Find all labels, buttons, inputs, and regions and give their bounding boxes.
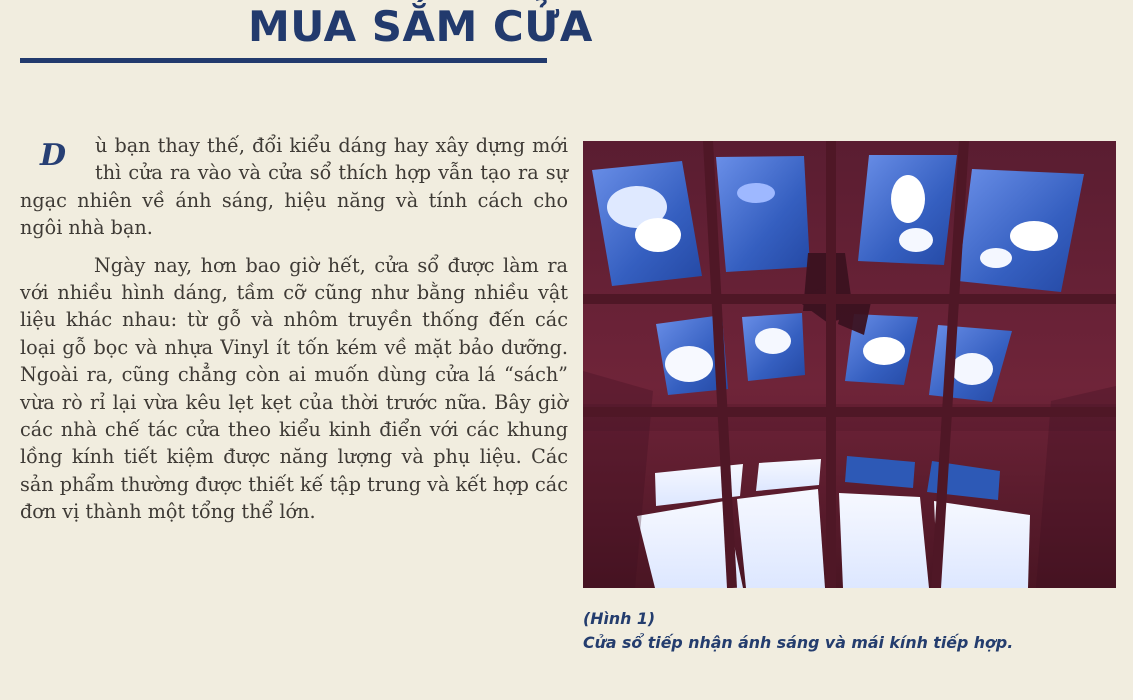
figure-label: (Hình 1): [583, 609, 656, 628]
article-paragraph-2: Ngày nay, hơn bao giờ hết, cửa sổ được làm ra với nhiều hình dáng, tầm cỡ cũng như bằng nhiều vật liệu khác nhau: từ gỗ và nhôm truyền thống đến các loại gỗ bọc và nhựa Vinyl ít tốn kém về mặt bảo dưỡng. Ngoài ra, cũng chẳng còn ai muốn dùng cửa lá “sách” vừa rò rỉ lại vừa kêu lẹt kẹt của thời trước nữa. Bây giờ các nhà chế tác cửa theo kiểu kinh điển với các khung lồng kính tiết kiệm được năng lượng và phụ liệu. Các sản phẩm thường được thiết kế tập trung và kết hợp các đơn vị thành một tổng thể lớn.: [20, 253, 568, 524]
page-title: MUA SẮM CỬA: [248, 2, 593, 51]
drop-cap: D: [40, 138, 67, 173]
article-body: [20, 132, 568, 536]
skylight-photo-illustration: [583, 141, 1116, 588]
skylight-photo: [583, 141, 1116, 588]
figure-caption: [583, 607, 1128, 655]
article-paragraph-1: ù bạn thay thế, đổi kiểu dáng hay xây dựng mới thì cửa ra vào và cửa sổ thích hợp vẫn tạo ra sự ngạc nhiên về ánh sáng, hiệu năng và tính cách cho ngôi nhà bạn.: [20, 134, 568, 240]
figure-caption-text: Cửa sổ tiếp nhận ánh sáng và mái kính tiếp hợp.: [583, 633, 1014, 652]
title-rule: [20, 58, 547, 63]
